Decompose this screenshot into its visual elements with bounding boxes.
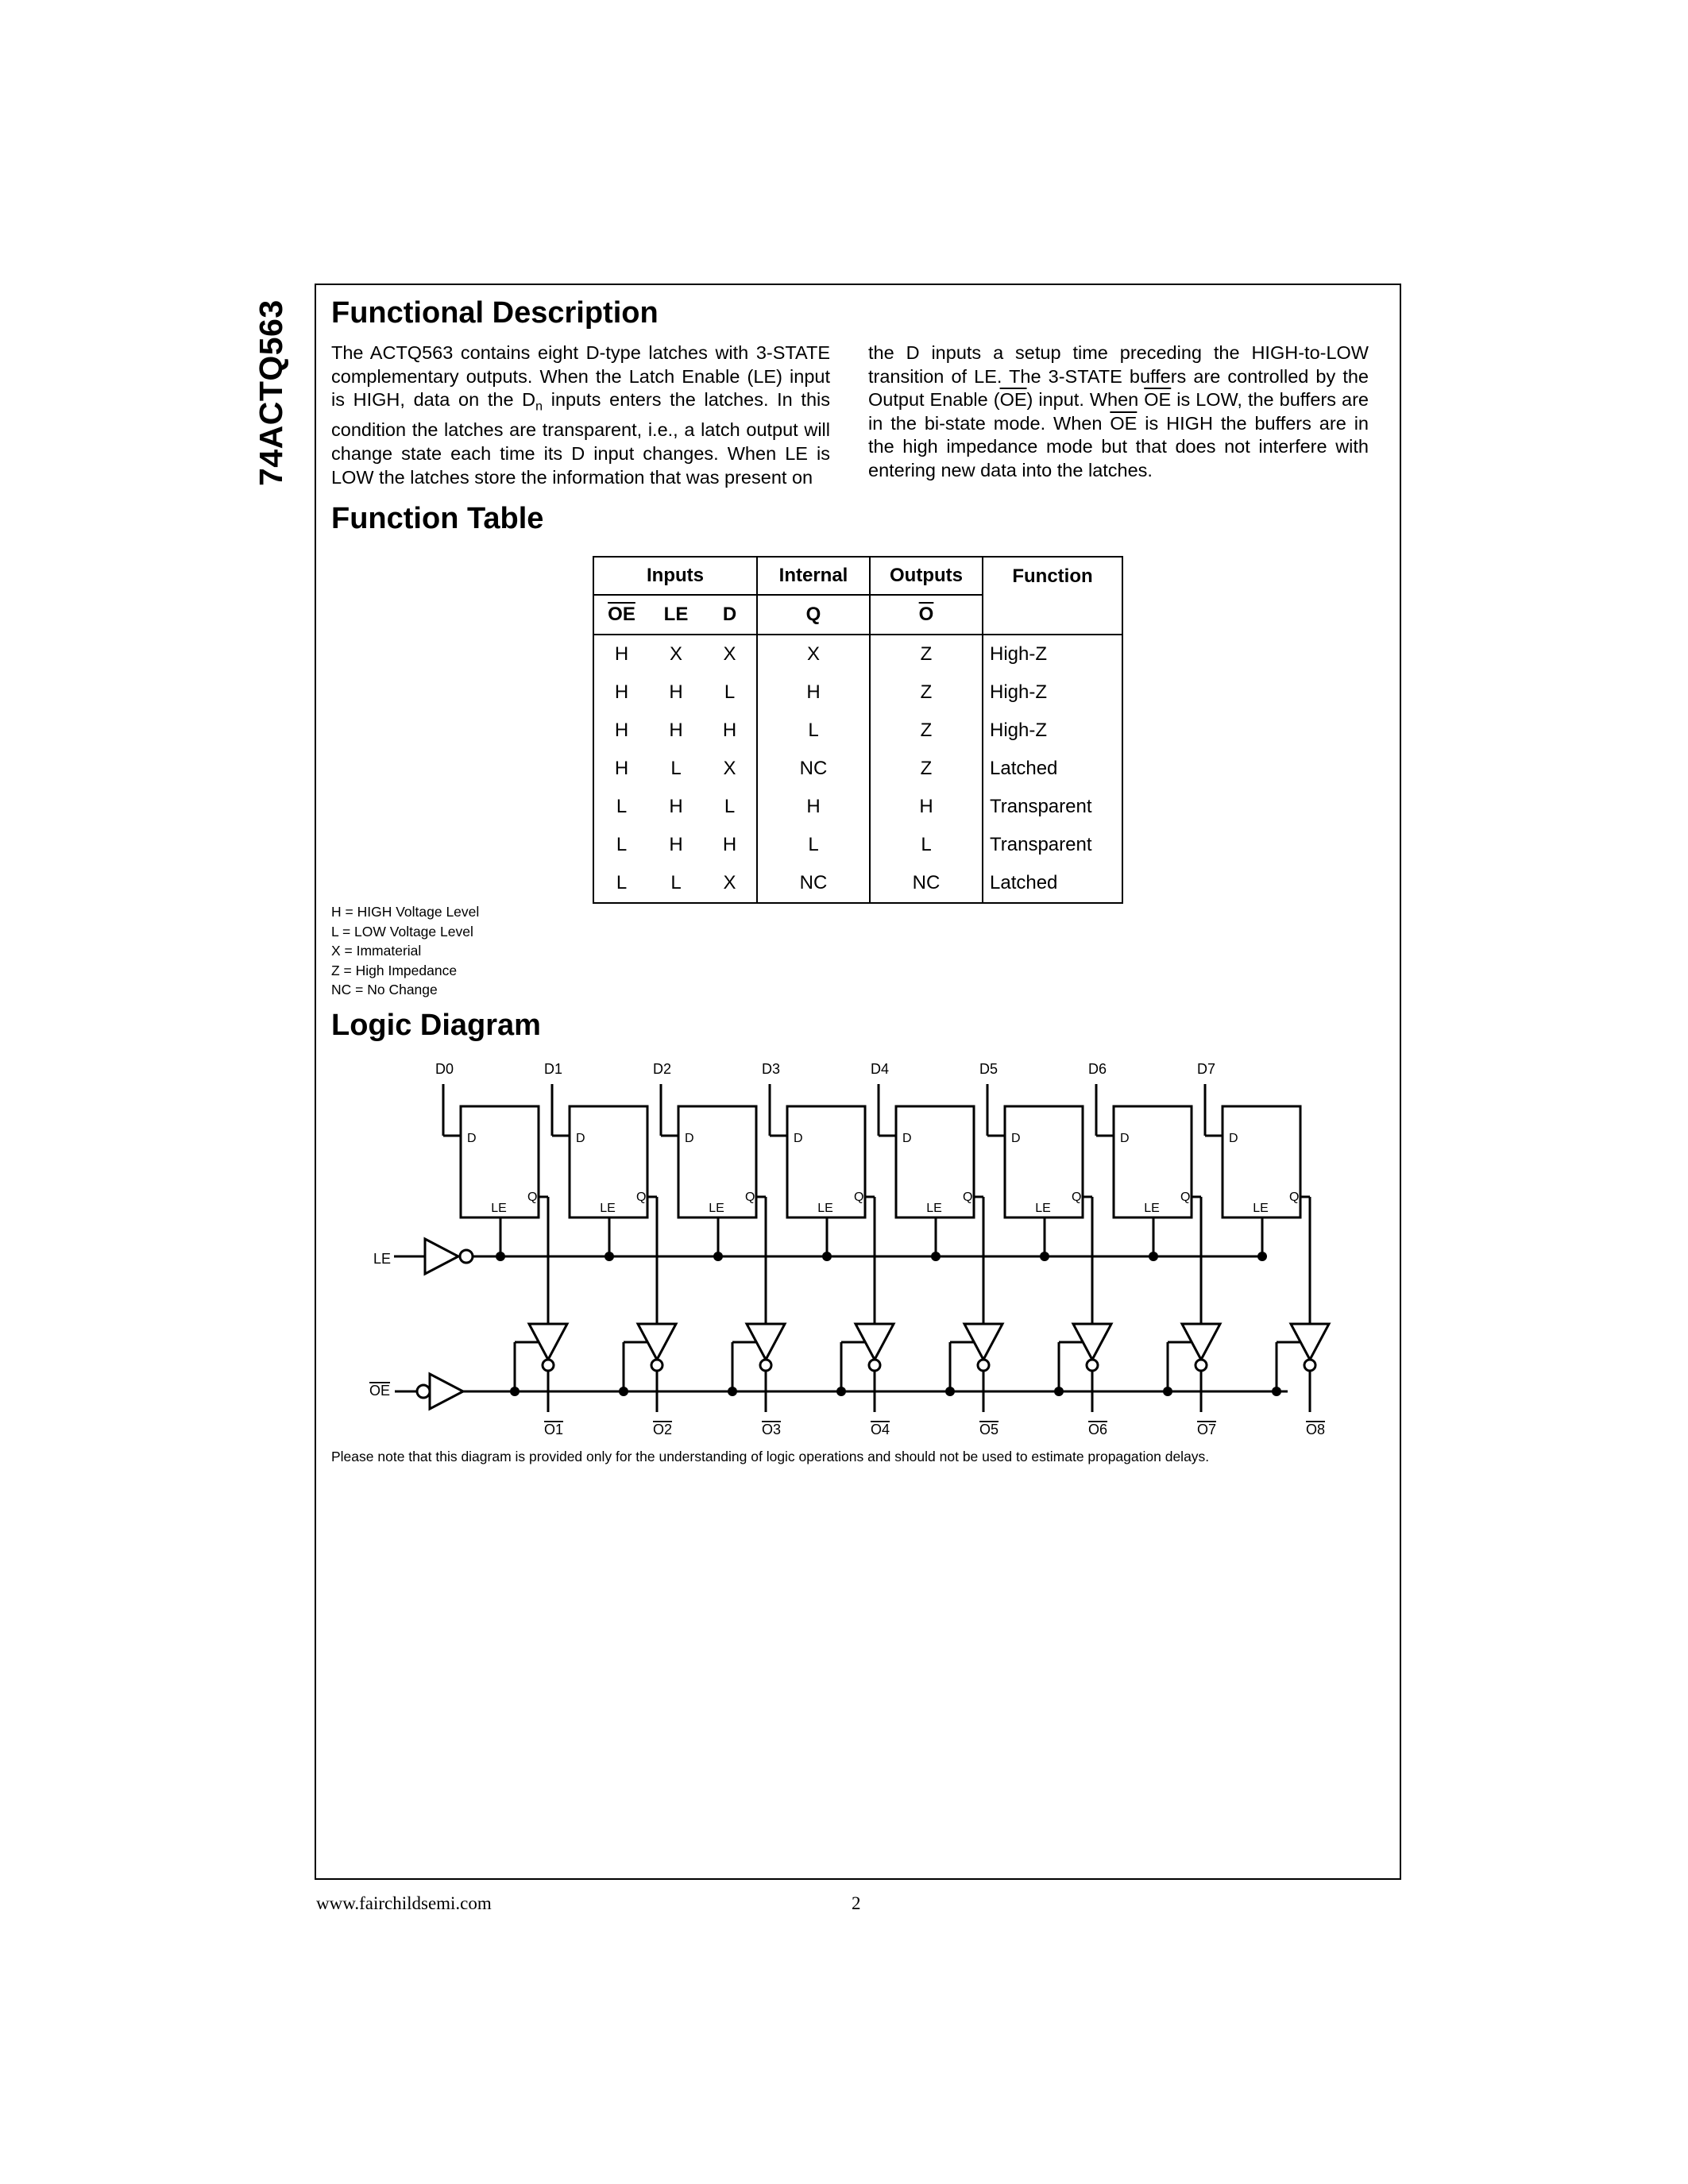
latch-pin-d: D — [902, 1132, 912, 1145]
cell-o: Z — [870, 673, 983, 712]
cell-le: L — [670, 872, 682, 893]
col-le: LE — [649, 595, 703, 635]
latch-pin-q: Q — [1289, 1190, 1300, 1204]
output-bubble — [1087, 1360, 1098, 1371]
output-bubble — [760, 1360, 771, 1371]
heading-function-table: Function Table — [331, 502, 544, 535]
page-number: 2 — [852, 1893, 861, 1913]
group-inputs: Inputs — [593, 557, 757, 595]
cell-o: L — [870, 826, 983, 864]
output-bubble — [1196, 1360, 1207, 1371]
cell-oe: H — [593, 673, 649, 712]
latch-pin-d: D — [794, 1132, 803, 1145]
output-label: O4 — [871, 1422, 890, 1437]
cell-q: L — [757, 826, 870, 864]
output-bubble — [651, 1360, 662, 1371]
cell-o: NC — [870, 864, 983, 903]
latch-pin-le: LE — [926, 1202, 942, 1215]
input-label: D6 — [1088, 1061, 1107, 1077]
cell-q: X — [757, 635, 870, 673]
heading-functional-description: Functional Description — [331, 296, 659, 330]
cell-q: NC — [757, 864, 870, 903]
cell-q: L — [757, 712, 870, 750]
junction-dot — [496, 1252, 505, 1261]
output-label: O2 — [653, 1422, 673, 1437]
cell-oe: H — [593, 712, 649, 750]
latch-pin-q: Q — [1072, 1190, 1082, 1204]
latch-pin-q: Q — [636, 1190, 647, 1204]
le-input-label: LE — [373, 1251, 392, 1267]
legend-item: Z = High Impedance — [331, 962, 458, 978]
input-label: D3 — [762, 1061, 781, 1077]
le-inverter-bubble — [460, 1250, 473, 1263]
cell-o: Z — [870, 750, 983, 788]
legend-item: L = LOW Voltage Level — [331, 923, 473, 940]
output-bubble — [1304, 1360, 1315, 1371]
input-label: D5 — [979, 1061, 999, 1077]
latch-pin-q: Q — [854, 1190, 864, 1204]
junction-dot — [1163, 1387, 1172, 1396]
cell-function: High-Z — [983, 635, 1122, 673]
junction-dot — [728, 1387, 737, 1396]
functional-description-right: the D inputs a setup time preceding the HIGH-to-LOW transition of LE. The 3-STATE buffers are controlled by the Output Enable $(\overline{OE})$ input. When $\overline{OE}$ is LOW, the buffers are in the bi-state mode. When $\overline{OE}$ is HIGH the buffers are in the high impedance mode but that does not interfere with entering new data into the latches. — [868, 342, 1369, 480]
cell-oe: L — [593, 826, 649, 864]
output-label: O6 — [1088, 1422, 1108, 1437]
output-label: O3 — [762, 1422, 782, 1437]
output-label: O1 — [544, 1422, 564, 1437]
latch-pin-le: LE — [491, 1202, 507, 1215]
cell-d: L — [703, 673, 757, 712]
latch-pin-le: LE — [1035, 1202, 1051, 1215]
junction-dot — [510, 1387, 520, 1396]
latch-pin-q: Q — [963, 1190, 973, 1204]
junction-dot — [945, 1387, 955, 1396]
cell-function: Transparent — [983, 788, 1122, 826]
cell-function: High-Z — [983, 673, 1122, 712]
cell-oe: H — [593, 750, 649, 788]
cell-function: Transparent — [983, 826, 1122, 864]
oe-buffer — [430, 1374, 463, 1409]
col-d: D — [703, 595, 757, 635]
latch-pin-d: D — [576, 1132, 585, 1145]
output-label: O5 — [979, 1422, 999, 1437]
junction-dot — [931, 1252, 941, 1261]
col-o: $\overline{O}$ — [870, 595, 983, 635]
cell-function: Latched — [983, 864, 1122, 903]
cell-o: H — [870, 788, 983, 826]
oe-input-label: OE — [369, 1383, 391, 1399]
junction-dot — [619, 1387, 628, 1396]
latch-pin-q: Q — [527, 1190, 538, 1204]
latch-pin-q: Q — [1180, 1190, 1191, 1204]
cell-d: H — [703, 826, 757, 864]
latch-pin-d: D — [467, 1132, 477, 1145]
cell-q: H — [757, 788, 870, 826]
input-label: D1 — [544, 1061, 563, 1077]
group-outputs: Outputs — [870, 557, 983, 595]
cell-o: Z — [870, 712, 983, 750]
output-label: O7 — [1197, 1422, 1217, 1437]
latch-pin-le: LE — [1253, 1202, 1269, 1215]
latch-pin-le: LE — [709, 1202, 724, 1215]
le-buffer — [425, 1239, 458, 1274]
oe-inverter-bubble — [417, 1385, 430, 1398]
cell-d: X — [703, 750, 757, 788]
group-function: Function — [983, 557, 1122, 635]
latch-pin-le: LE — [1144, 1202, 1160, 1215]
side-part-number: 74ACTQ563 — [253, 299, 289, 486]
cell-d: L — [703, 788, 757, 826]
cell-d: X — [703, 864, 757, 903]
cell-d: H — [703, 712, 757, 750]
latch-pin-le: LE — [600, 1202, 616, 1215]
latch-pin-q: Q — [745, 1190, 755, 1204]
output-bubble — [543, 1360, 554, 1371]
latch-pin-le: LE — [817, 1202, 833, 1215]
cell-oe: L — [593, 788, 649, 826]
cell-le: H — [669, 796, 683, 817]
col-oe: $\overline{OE}$ — [593, 595, 649, 635]
cell-le: H — [669, 681, 683, 703]
output-bubble — [978, 1360, 989, 1371]
cell-oe: L — [593, 864, 649, 903]
junction-dot — [1040, 1252, 1049, 1261]
heading-logic-diagram: Logic Diagram — [331, 1009, 541, 1042]
cell-oe: H — [593, 635, 649, 673]
footer-url[interactable]: www.fairchildsemi.com — [316, 1893, 492, 1913]
junction-dot — [1257, 1252, 1267, 1261]
input-label: D0 — [435, 1061, 454, 1077]
legend-item: NC = No Change — [331, 982, 438, 997]
legend-item: X = Immaterial — [331, 943, 422, 959]
cell-le: L — [670, 758, 682, 779]
group-internal: Internal — [757, 557, 870, 595]
cell-q: H — [757, 673, 870, 712]
latch-pin-d: D — [1229, 1132, 1238, 1145]
output-label: O8 — [1306, 1422, 1326, 1437]
input-label: D2 — [653, 1061, 672, 1077]
junction-dot — [836, 1387, 846, 1396]
logic-diagram-caption: Please note that this diagram is provided only for the understanding of logic operations and should not be used to estimate propagation delays. — [331, 1449, 1210, 1464]
cell-le: H — [669, 834, 683, 855]
cell-d: X — [703, 635, 757, 673]
legend-item: H = HIGH Voltage Level — [331, 904, 480, 920]
input-label: D7 — [1197, 1061, 1216, 1077]
junction-dot — [822, 1252, 832, 1261]
cell-function: High-Z — [983, 712, 1122, 750]
input-label: D4 — [871, 1061, 890, 1077]
junction-dot — [1054, 1387, 1064, 1396]
cell-le: X — [669, 643, 682, 665]
cell-o: Z — [870, 635, 983, 673]
cell-q: NC — [757, 750, 870, 788]
col-q: Q — [757, 595, 870, 635]
latch-pin-d: D — [1120, 1132, 1130, 1145]
junction-dot — [1149, 1252, 1158, 1261]
junction-dot — [1272, 1387, 1281, 1396]
cell-le: H — [669, 720, 683, 741]
latch-pin-d: D — [685, 1132, 694, 1145]
functional-description-left: The ACTQ563 contains eight D-type latches with 3-STATE complementary outputs. When the Latch Enable (LE) input is HIGH, data on the $D_n$ inputs enters the latches. In this condition the latches are transparent, i.e., a latch output will change state each time its D input changes. When LE is LOW the latches store the information that was present on — [331, 342, 830, 488]
output-bubble — [869, 1360, 880, 1371]
cell-function: Latched — [983, 750, 1122, 788]
junction-dot — [605, 1252, 614, 1261]
latch-pin-d: D — [1011, 1132, 1021, 1145]
junction-dot — [713, 1252, 723, 1261]
